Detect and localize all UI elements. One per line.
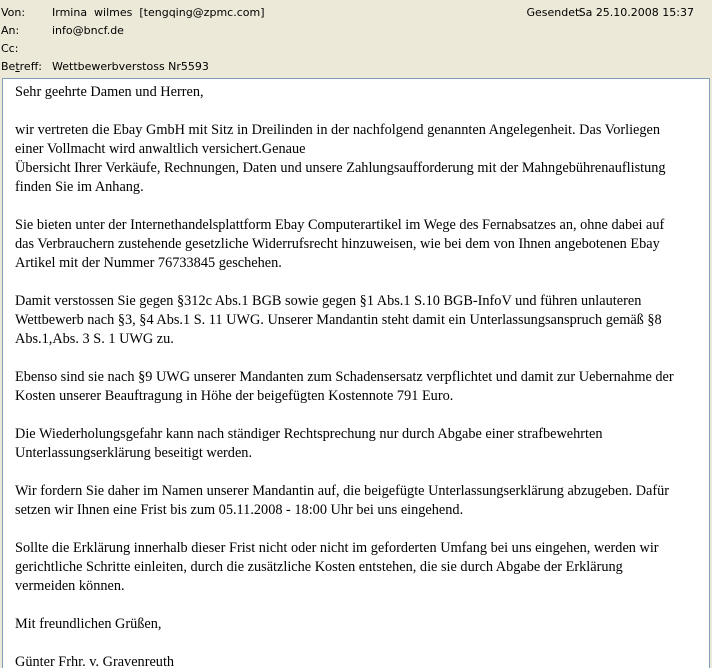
- message-body[interactable]: [2, 78, 710, 668]
- greeting: Sehr geehrte Damen und Herren,: [15, 84, 204, 100]
- cc-label: Cc:: [1, 42, 19, 55]
- paragraph-violation: Damit verstossen Sie gegen §312c Abs.1 BGB sowie gegen §1 Abs.1 S.10 BGB-InfoV und führen unlauteren Wettbewerb nach §3, §4 Abs.1 S. 11 UWG. Unserer Mandantin steht damit ein Unterlassungsanspruch gemäß §8 Abs.1,Abs. 3 S. 1 UWG zu.: [15, 293, 662, 347]
- message-text: [15, 83, 709, 668]
- paragraph-consequences: Sollte die Erklärung innerhalb dieser Frist nicht oder nicht im geforderten Umfang bei uns eingehen, werden wir gerichtliche Schritte einleiten, durch die zusätzliche Kosten entstehen, die sie durch Abgabe der Erklärung vermeiden können.: [15, 540, 659, 594]
- cc-row: [0, 38, 712, 56]
- message-header: [0, 0, 712, 78]
- to-row: [0, 20, 712, 38]
- paragraph-demand: Wir fordern Sie daher im Namen unserer Mandantin auf, die beigefügte Unterlassungserklärung abzugeben. Dafür setzen wir Ihnen eine Frist bis zum 05.11.2008 - 18:00 Uhr bei uns eingehend.: [15, 483, 670, 518]
- paragraph-mandate: wir vertreten die Ebay GmbH mit Sitz in Dreilinden in der nachfolgend genannten Angelegenheit. Das Vorliegen einer Vollmacht wird anwaltlich versichert.Genaue Übersicht Ihrer Verkäufe, Rechnungen, Daten und unsere Zahlungsaufforderung mit der Mahngebührenauflistung finden Sie im Anhang.: [15, 122, 666, 195]
- from-row: [0, 2, 712, 20]
- subject-row: [0, 56, 712, 74]
- subject-label-accesskey: t: [15, 60, 20, 73]
- from-value[interactable]: Irmina wilmes [tengqing@zpmc.com]: [52, 6, 265, 19]
- subject-label-pre: Be: [1, 60, 16, 73]
- paragraph-offer: Sie bieten unter der Internethandelsplattform Ebay Computerartikel im Wege des Fernabsatzes an, ohne dabei auf das Verbrauchern zustehende gesetzliche Widerrufsrecht hinzuweisen, wie bei dem von Ihnen angebotenen Ebay Artikel mit der Nummer 76733845 geschehen.: [15, 217, 665, 271]
- closing: Mit freundlichen Grüßen,: [15, 616, 162, 632]
- to-value[interactable]: info@bncf.de: [52, 24, 124, 37]
- paragraph-repetition: Die Wiederholungsgefahr kann nach ständiger Rechtsprechung nur durch Abgabe einer strafbewehrten Unterlassungserklärung beseitigt werden.: [15, 426, 603, 461]
- sent-value: Sa 25.10.2008 15:37: [578, 6, 694, 19]
- signature: Günter Frhr. v. Gravenreuth: [15, 654, 175, 668]
- subject-label-post: reff:: [19, 60, 42, 73]
- subject-value[interactable]: Wettbewerbverstoss Nr5593: [52, 60, 209, 73]
- sent-label: Gesendet:: [526, 6, 583, 19]
- from-label: Von:: [1, 6, 26, 19]
- paragraph-damages: Ebenso sind sie nach §9 UWG unserer Mandanten zum Schadensersatz verpflichtet und damit zur Uebernahme der Kosten unserer Beauftragung in Höhe der beigefügten Kostennote 791 Euro.: [15, 369, 674, 404]
- to-label: An:: [1, 24, 20, 37]
- subject-label: [1, 60, 42, 73]
